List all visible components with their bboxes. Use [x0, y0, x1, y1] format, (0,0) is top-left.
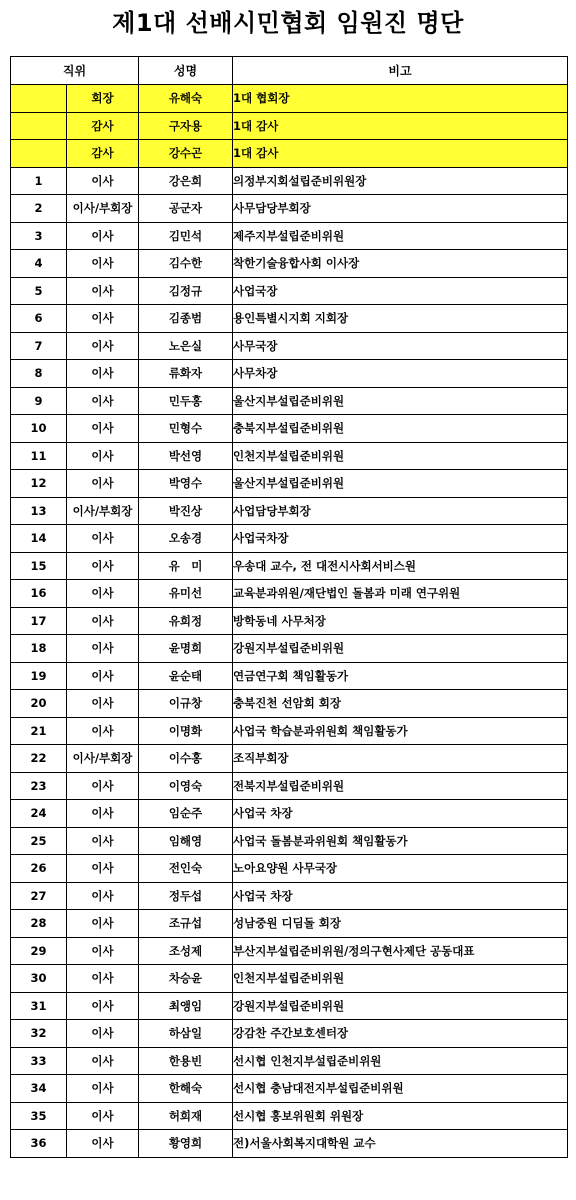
column-header-name: 성명: [139, 57, 233, 85]
cell-position: 이사: [67, 1047, 139, 1075]
cell-no: 1: [11, 167, 67, 195]
cell-position: 이사: [67, 415, 139, 443]
cell-name: 전인숙: [139, 855, 233, 883]
table-row: [11, 882, 568, 910]
cell-name: 허희재: [139, 1102, 233, 1130]
table-row: [11, 497, 568, 525]
cell-position: 이사: [67, 360, 139, 388]
table-row: [11, 607, 568, 635]
cell-no: 16: [11, 580, 67, 608]
table-row: [11, 745, 568, 773]
cell-note: 조직부회장: [233, 745, 568, 773]
cell-note: 인천지부설립준비위원: [233, 965, 568, 993]
cell-position: 이사: [67, 1075, 139, 1103]
cell-note: 충북지부설립준비위원: [233, 415, 568, 443]
cell-note: 교육분과위원/재단법인 돌봄과 미래 연구위원: [233, 580, 568, 608]
table-row: [11, 470, 568, 498]
cell-position: 이사: [67, 305, 139, 333]
table-row: [11, 1102, 568, 1130]
table-row: [11, 717, 568, 745]
cell-no: 26: [11, 855, 67, 883]
officer-row: [11, 85, 568, 113]
cell-note: 사무담당부회장: [233, 195, 568, 223]
table-row: [11, 305, 568, 333]
cell-name: 이영숙: [139, 772, 233, 800]
cell-note: 사업국 학습분과위원회 책임활동가: [233, 717, 568, 745]
table-row: [11, 552, 568, 580]
cell-no: 35: [11, 1102, 67, 1130]
table-row: [11, 635, 568, 663]
cell-no: 3: [11, 222, 67, 250]
cell-position: 이사: [67, 387, 139, 415]
cell-note: 사업국차장: [233, 525, 568, 553]
cell-no: [11, 85, 67, 113]
cell-position: 이사: [67, 635, 139, 663]
cell-no: 9: [11, 387, 67, 415]
cell-name: 이명화: [139, 717, 233, 745]
cell-name: 유미선: [139, 580, 233, 608]
cell-no: 23: [11, 772, 67, 800]
cell-no: 31: [11, 992, 67, 1020]
cell-no: 21: [11, 717, 67, 745]
cell-name: 조규섭: [139, 910, 233, 938]
cell-name: 강은희: [139, 167, 233, 195]
cell-name: 임순주: [139, 800, 233, 828]
cell-name: 유희정: [139, 607, 233, 635]
cell-note: 방학동네 사무처장: [233, 607, 568, 635]
cell-name: 하삼일: [139, 1020, 233, 1048]
table-row: [11, 690, 568, 718]
table-row: [11, 195, 568, 223]
cell-name: 박영수: [139, 470, 233, 498]
table-row: [11, 910, 568, 938]
table-row: [11, 662, 568, 690]
cell-note: 사무국장: [233, 332, 568, 360]
cell-name: 정두섭: [139, 882, 233, 910]
cell-name: 노은실: [139, 332, 233, 360]
cell-note: 용인특별시지회 지회장: [233, 305, 568, 333]
cell-position: 이사/부회장: [67, 195, 139, 223]
cell-position: 이사: [67, 332, 139, 360]
table-row: [11, 937, 568, 965]
cell-no: 32: [11, 1020, 67, 1048]
table-row: [11, 580, 568, 608]
cell-name: 이규창: [139, 690, 233, 718]
cell-note: 선시협 홍보위원회 위원장: [233, 1102, 568, 1130]
cell-note: 울산지부설립준비위원: [233, 387, 568, 415]
cell-position: 이사: [67, 470, 139, 498]
cell-note: 연금연구회 책임활동가: [233, 662, 568, 690]
table-row: [11, 827, 568, 855]
table-row: [11, 1020, 568, 1048]
cell-position: 이사: [67, 442, 139, 470]
cell-no: 25: [11, 827, 67, 855]
cell-note: 우송대 교수, 전 대전시사회서비스원: [233, 552, 568, 580]
cell-position: 이사: [67, 855, 139, 883]
cell-position: 이사: [67, 992, 139, 1020]
page-title: 제1대 선배시민협회 임원진 명단: [112, 9, 464, 37]
cell-position: 이사: [67, 250, 139, 278]
cell-note: 사업국 차장: [233, 882, 568, 910]
table-row: [11, 800, 568, 828]
cell-position: 이사: [67, 910, 139, 938]
cell-note: 의정부지회설립준비위원장: [233, 167, 568, 195]
cell-no: [11, 140, 67, 168]
cell-position: 이사/부회장: [67, 745, 139, 773]
cell-no: 7: [11, 332, 67, 360]
cell-note: 사무차장: [233, 360, 568, 388]
table-row: [11, 1047, 568, 1075]
cell-name: 윤명희: [139, 635, 233, 663]
cell-name: 차승윤: [139, 965, 233, 993]
table-row: [11, 442, 568, 470]
cell-note: 착한기술융합사회 이사장: [233, 250, 568, 278]
cell-position: 이사: [67, 827, 139, 855]
cell-note: 부산지부설립준비위원/정의구현사제단 공동대표: [233, 937, 568, 965]
cell-no: 13: [11, 497, 67, 525]
table-row: [11, 992, 568, 1020]
cell-position: 이사: [67, 580, 139, 608]
cell-no: 15: [11, 552, 67, 580]
table-row: [11, 222, 568, 250]
officer-row: [11, 112, 568, 140]
cell-note: 충북진천 선암회 회장: [233, 690, 568, 718]
cell-no: 20: [11, 690, 67, 718]
cell-position: 이사: [67, 800, 139, 828]
cell-no: 36: [11, 1130, 67, 1158]
cell-position: 이사: [67, 1130, 139, 1158]
cell-position: 이사: [67, 277, 139, 305]
cell-position: 이사: [67, 222, 139, 250]
table-row: [11, 1075, 568, 1103]
table-row: [11, 250, 568, 278]
cell-no: 4: [11, 250, 67, 278]
cell-note: 사업국 돌봄분과위원회 책임활동가: [233, 827, 568, 855]
cell-name: 황영희: [139, 1130, 233, 1158]
cell-position: 이사: [67, 167, 139, 195]
cell-no: 29: [11, 937, 67, 965]
cell-no: 10: [11, 415, 67, 443]
cell-position: 이사: [67, 882, 139, 910]
cell-no: 11: [11, 442, 67, 470]
cell-note: 울산지부설립준비위원: [233, 470, 568, 498]
cell-no: 19: [11, 662, 67, 690]
officer-row: [11, 140, 568, 168]
table-row: [11, 965, 568, 993]
cell-name: 유해숙: [139, 85, 233, 113]
table-header-row: [11, 57, 568, 85]
cell-note: 선시협 인천지부설립준비위원: [233, 1047, 568, 1075]
cell-name: 구자용: [139, 112, 233, 140]
cell-position: 이사: [67, 717, 139, 745]
cell-no: 18: [11, 635, 67, 663]
cell-no: 33: [11, 1047, 67, 1075]
cell-name: 박진상: [139, 497, 233, 525]
cell-position: 이사: [67, 937, 139, 965]
cell-note: 인천지부설립준비위원: [233, 442, 568, 470]
cell-note: 강감찬 주간보호센터장: [233, 1020, 568, 1048]
cell-name: 강수곤: [139, 140, 233, 168]
cell-no: 24: [11, 800, 67, 828]
cell-no: 5: [11, 277, 67, 305]
cell-no: 2: [11, 195, 67, 223]
cell-no: 28: [11, 910, 67, 938]
table-row: [11, 772, 568, 800]
table-row: [11, 360, 568, 388]
cell-name: 김종범: [139, 305, 233, 333]
cell-name: 공군자: [139, 195, 233, 223]
column-header-position: 직위: [11, 57, 139, 85]
cell-position: 이사: [67, 662, 139, 690]
cell-note: 사업국 차장: [233, 800, 568, 828]
cell-name: 오송경: [139, 525, 233, 553]
cell-position: 이사/부회장: [67, 497, 139, 525]
cell-no: 8: [11, 360, 67, 388]
cell-no: 34: [11, 1075, 67, 1103]
cell-note: 노아요양원 사무국장: [233, 855, 568, 883]
roster-table: [10, 56, 568, 1158]
cell-position: 감사: [67, 140, 139, 168]
cell-no: 30: [11, 965, 67, 993]
cell-position: 이사: [67, 525, 139, 553]
cell-note: 성남중원 디딤돌 회장: [233, 910, 568, 938]
cell-note: 사업담당부회장: [233, 497, 568, 525]
cell-name: 윤순태: [139, 662, 233, 690]
table-row: [11, 167, 568, 195]
cell-name: 김민석: [139, 222, 233, 250]
cell-position: 이사: [67, 552, 139, 580]
table-row: [11, 277, 568, 305]
table-row: [11, 525, 568, 553]
cell-note: 1대 감사: [233, 112, 568, 140]
cell-no: 6: [11, 305, 67, 333]
table-row: [11, 1130, 568, 1158]
table-row: [11, 387, 568, 415]
cell-position: 이사: [67, 1020, 139, 1048]
cell-name: 조성제: [139, 937, 233, 965]
cell-note: 전)서울사회복지대학원 교수: [233, 1130, 568, 1158]
cell-position: 이사: [67, 1102, 139, 1130]
table-row: [11, 415, 568, 443]
roster-body: [11, 85, 568, 1158]
cell-no: 14: [11, 525, 67, 553]
cell-name: 한해숙: [139, 1075, 233, 1103]
cell-position: 이사: [67, 690, 139, 718]
cell-no: 22: [11, 745, 67, 773]
cell-name: 한용빈: [139, 1047, 233, 1075]
cell-name: 임해영: [139, 827, 233, 855]
cell-name: 이수홍: [139, 745, 233, 773]
cell-position: 이사: [67, 607, 139, 635]
cell-note: 사업국장: [233, 277, 568, 305]
cell-name: 류화자: [139, 360, 233, 388]
cell-name: 유 미: [139, 552, 233, 580]
cell-position: 이사: [67, 772, 139, 800]
cell-position: 회장: [67, 85, 139, 113]
cell-position: 감사: [67, 112, 139, 140]
cell-note: 전북지부설립준비위원: [233, 772, 568, 800]
cell-name: 김정규: [139, 277, 233, 305]
cell-no: 12: [11, 470, 67, 498]
cell-name: 김수한: [139, 250, 233, 278]
cell-name: 박선영: [139, 442, 233, 470]
cell-note: 1대 감사: [233, 140, 568, 168]
cell-no: 27: [11, 882, 67, 910]
cell-name: 민두홍: [139, 387, 233, 415]
cell-no: [11, 112, 67, 140]
table-row: [11, 332, 568, 360]
cell-position: 이사: [67, 965, 139, 993]
cell-note: 강원지부설립준비위원: [233, 635, 568, 663]
cell-name: 민형수: [139, 415, 233, 443]
cell-name: 최앵임: [139, 992, 233, 1020]
cell-no: 17: [11, 607, 67, 635]
cell-note: 1대 협회장: [233, 85, 568, 113]
table-row: [11, 855, 568, 883]
cell-note: 강원지부설립준비위원: [233, 992, 568, 1020]
cell-note: 제주지부설립준비위원: [233, 222, 568, 250]
column-header-note: 비고: [233, 57, 568, 85]
cell-note: 선시협 충남대전지부설립준비위원: [233, 1075, 568, 1103]
